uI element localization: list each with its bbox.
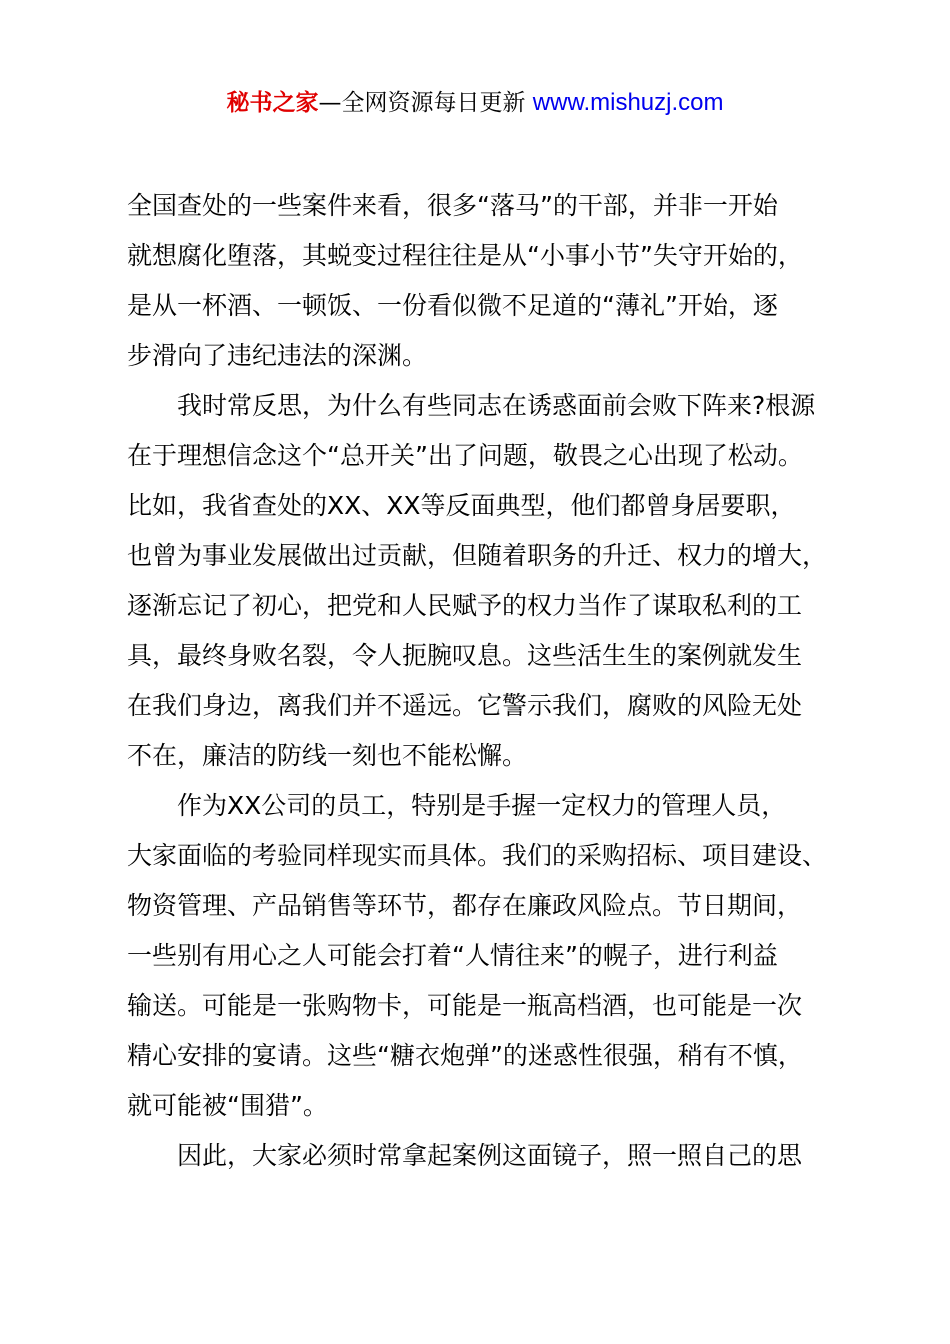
text-line: 是从一杯酒、一顿饭、一份看似微不足道的“薄礼”开始，逐 [127, 291, 778, 320]
brand-name: 秘书之家 [226, 90, 319, 116]
text-line: 物资管理、产品销售等环节，都存在廉政风险点。节日期间， [127, 891, 803, 920]
text-line: 因此，大家必须时常拿起案例这面镜子，照一照自己的思 [127, 1141, 803, 1170]
text-line: 步滑向了违纪违法的深渊。 [127, 341, 428, 370]
text-line: 不在，廉洁的防线一刻也不能松懈。 [127, 741, 528, 770]
text-line: 就可能被“围猎”。 [127, 1091, 328, 1120]
site-url-link[interactable]: www.mishuzj.com [532, 89, 724, 116]
text-line: 在于理想信念这个“总开关”出了问题，敬畏之心出现了松动。 [127, 441, 803, 470]
text-line: 大家面临的考验同样现实而具体。我们的采购招标、项目建设、 [127, 841, 828, 870]
text-line: 精心安排的宴请。这些“糖衣炮弹”的迷惑性很强，稍有不慎， [127, 1041, 803, 1070]
text-line: 一些别有用心之人可能会打着“人情往来”的幌子，进行利益 [127, 941, 778, 970]
text-line: 就想腐化堕落，其蜕变过程往往是从“小事小节”失守开始的， [127, 241, 803, 270]
text-line: 全国查处的一些案件来看，很多“落马”的干部，并非一开始 [127, 191, 778, 220]
header-slogan: —全网资源每日更新 [318, 90, 533, 116]
text-line: 也曾为事业发展做出过贡献，但随着职务的升迁、权力的增大， [127, 541, 828, 570]
text-line: 我时常反思，为什么有些同志在诱惑面前会败下阵来?根源 [127, 391, 816, 420]
text-line: 具，最终身败名裂，令人扼腕叹息。这些活生生的案例就发生 [127, 641, 803, 670]
text-line: 逐渐忘记了初心，把党和人民赋予的权力当作了谋取私利的工 [127, 591, 803, 620]
text-line: 输送。可能是一张购物卡，可能是一瓶高档酒，也可能是一次 [127, 991, 803, 1020]
text-line: 比如，我省查处的XX、XX等反面典型，他们都曾身居要职， [127, 491, 796, 520]
document-body [127, 181, 831, 1181]
text-line: 作为XX公司的员工，特别是手握一定权力的管理人员， [127, 791, 787, 820]
site-header [0, 86, 950, 120]
text-line: 在我们身边，离我们并不遥远。它警示我们，腐败的风险无处 [127, 691, 803, 720]
